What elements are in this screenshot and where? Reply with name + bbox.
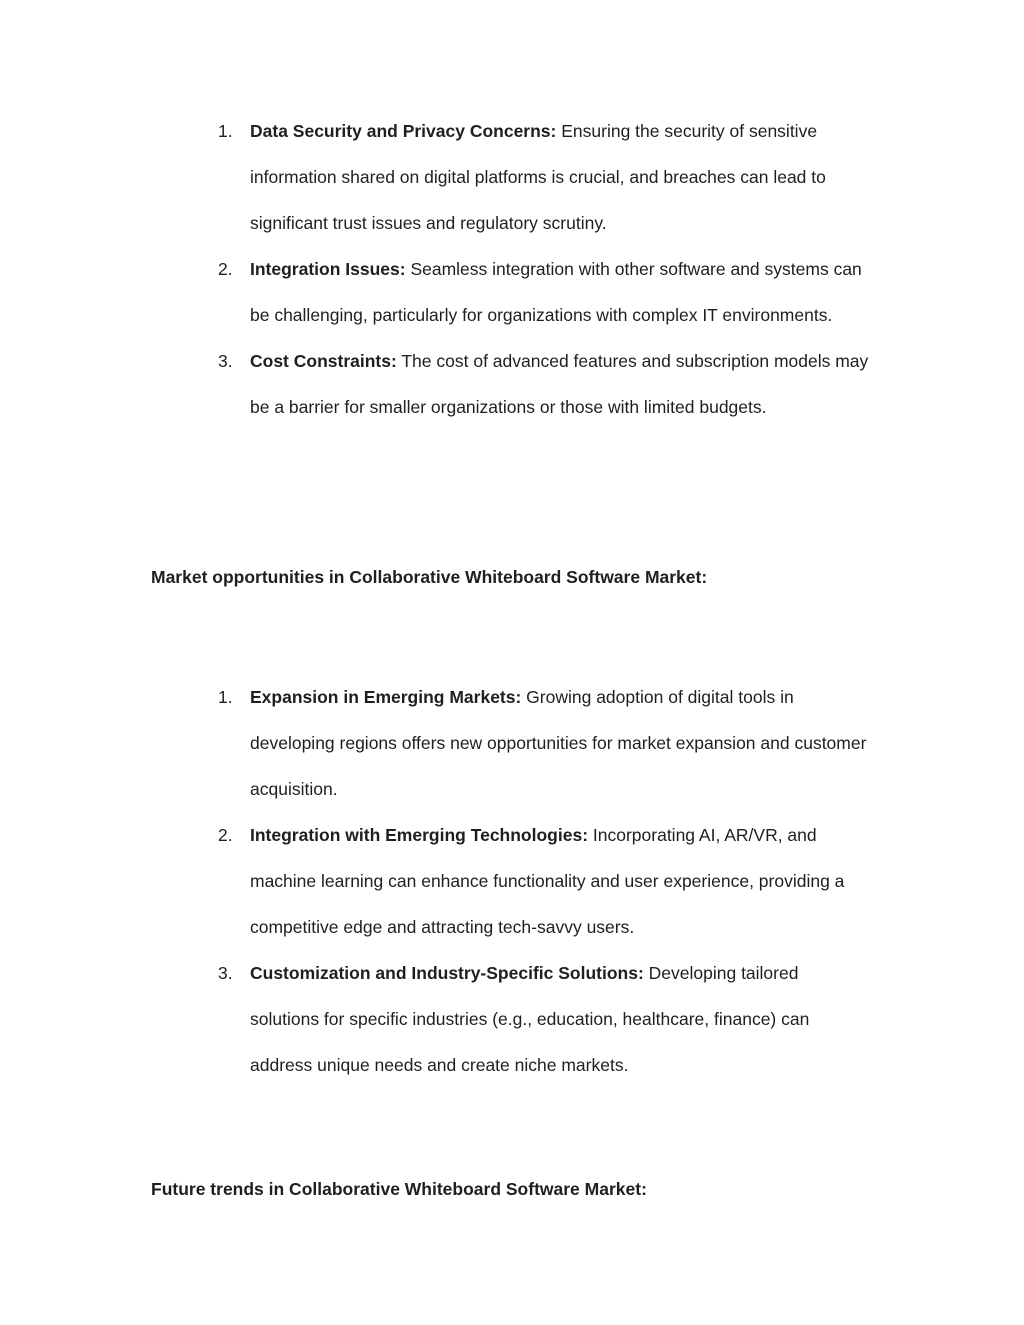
list-number: 3. — [218, 351, 233, 371]
list-item — [0, 246, 870, 338]
list-item — [0, 108, 870, 246]
future-trends-heading: Future trends in Collaborative Whiteboard Software Market: — [151, 1179, 647, 1199]
list-text: Developing tailored solutions for specific industries (e.g., education, healthcare, finance) can address unique needs and create niche markets. — [250, 963, 810, 1075]
list-term: Integration Issues: — [250, 259, 406, 279]
list-term: Integration with Emerging Technologies: — [250, 825, 589, 845]
list-item — [0, 674, 870, 812]
list-term: Data Security and Privacy Concerns: — [250, 121, 557, 141]
list-text: Seamless integration with other software and systems can be challenging, particularly for organizations with complex IT environments. — [250, 259, 862, 325]
list-number: 2. — [218, 259, 233, 279]
list-term: Cost Constraints: — [250, 351, 397, 371]
list-text: Growing adoption of digital tools in developing regions offers new opportunities for market expansion and customer acquisition. — [250, 687, 867, 799]
list-term: Expansion in Emerging Markets: — [250, 687, 522, 707]
list-term: Customization and Industry-Specific Solutions: — [250, 963, 644, 983]
list-item — [0, 338, 870, 430]
list-text: Ensuring the security of sensitive information shared on digital platforms is crucial, and breaches can lead to significant trust issues and regulatory scrutiny. — [250, 121, 826, 233]
list-number: 2. — [218, 825, 233, 845]
list-number: 1. — [218, 121, 233, 141]
list-item — [0, 812, 870, 950]
list-number: 3. — [218, 963, 233, 983]
opportunities-heading: Market opportunities in Collaborative Whiteboard Software Market: — [151, 567, 708, 587]
opportunities-list — [0, 674, 1024, 1088]
list-text: The cost of advanced features and subscription models may be a barrier for smaller organizations or those with limited budgets. — [250, 351, 869, 417]
challenges-list — [0, 108, 1024, 430]
list-text: Incorporating AI, AR/VR, and machine learning can enhance functionality and user experience, providing a competitive edge and attracting tech-savvy users. — [250, 825, 845, 937]
list-item — [0, 950, 870, 1088]
list-number: 1. — [218, 687, 233, 707]
